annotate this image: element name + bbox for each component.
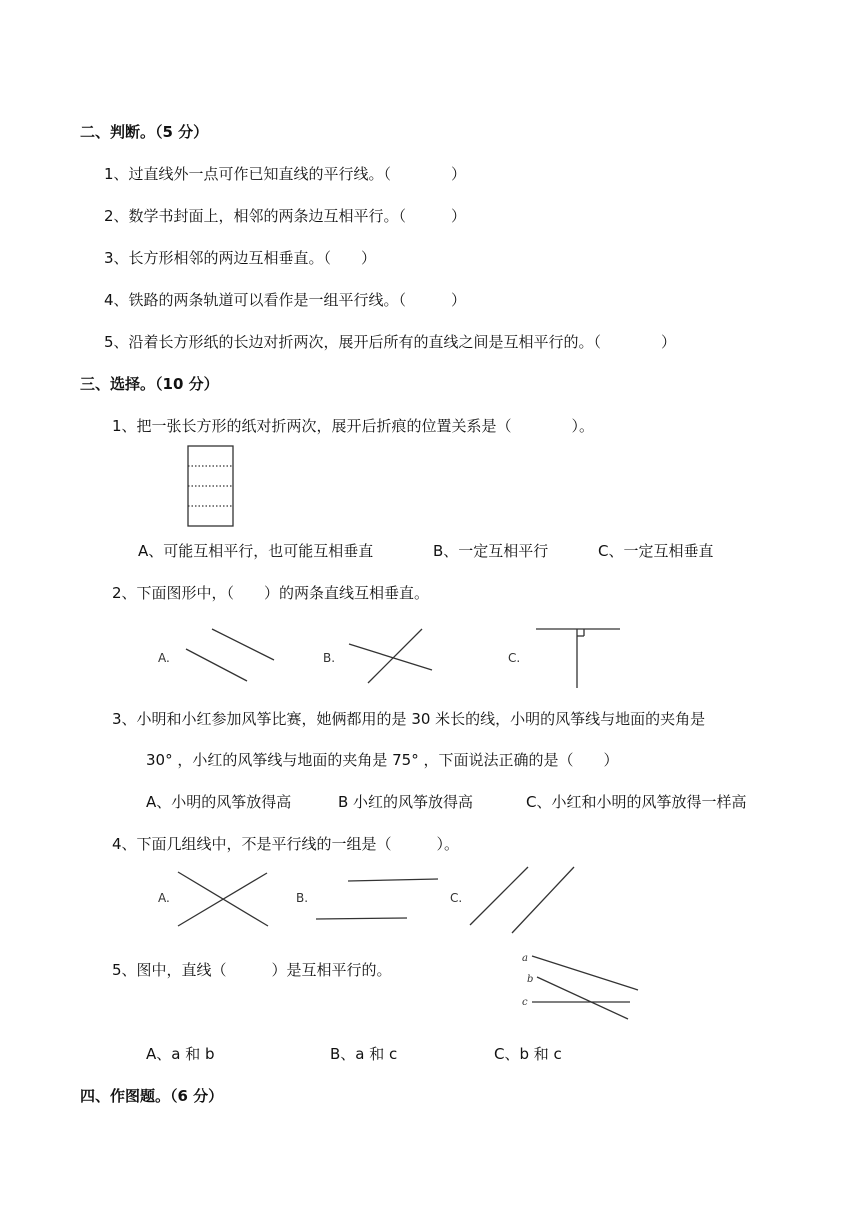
judge-item-2: 2、数学书封面上，相邻的两条边互相平行。（ ）: [104, 207, 467, 225]
q5-label-b: b: [527, 974, 534, 985]
section-2-heading: 二、判断。（5 分）: [80, 123, 209, 141]
choice-q3-line-1: 3、小明和小红参加风筝比赛，她俩都用的是 30 米长的线，小明的风筝线与地面的夹角是: [112, 710, 706, 728]
choice-q1-text: 1、把一张长方形的纸对折两次，展开后折痕的位置关系是（ ）。: [112, 417, 595, 435]
section-3-heading: 三、选择。（10 分）: [80, 375, 219, 393]
choice-q4-text: 4、下面几组线中，不是平行线的一组是（ ）。: [112, 835, 460, 853]
folded-paper-figure: [185, 443, 237, 529]
q5-option-b: B、a 和 c: [330, 1045, 398, 1063]
q2-a-line-1: [212, 629, 274, 660]
q1-option-b: B、一定互相平行: [433, 542, 549, 560]
q2-label-b: B.: [323, 651, 336, 665]
choice-q3-line-2: 30° ，小红的风筝线与地面的夹角是 75° ，下面说法正确的是（ ）: [146, 751, 619, 769]
judge-item-1: 1、过直线外一点可作已知直线的平行线。（ ）: [104, 165, 467, 183]
q5-option-a: A、a 和 b: [146, 1045, 215, 1063]
q4-label-c: C.: [450, 891, 463, 905]
q2-b-line-2: [368, 629, 422, 683]
q5-figure: [518, 946, 648, 1026]
q2-b-line-1: [349, 644, 432, 670]
section-4-heading: 四、作图题。（6 分）: [80, 1087, 224, 1105]
q2-label-c: C.: [508, 651, 521, 665]
judge-item-5: 5、沿着长方形纸的长边对折两次，展开后所有的直线之间是互相平行的。（ ）: [104, 333, 677, 351]
q1-option-c: C、一定互相垂直: [598, 542, 714, 560]
q5-label-c: c: [522, 997, 528, 1008]
q3-option-b: B 小红的风筝放得高: [338, 793, 474, 811]
q4-c-line-1: [470, 867, 528, 925]
q5-line-a: [532, 956, 638, 990]
q4-b-line-1: [348, 879, 438, 881]
q1-option-a: A、可能互相平行，也可能互相垂直: [138, 542, 374, 560]
q4-b-line-2: [316, 918, 407, 919]
q2-a-line-2: [186, 649, 247, 681]
judge-item-3: 3、长方形相邻的两边互相垂直。（ ）: [104, 249, 377, 267]
q3-option-a: A、小明的风筝放得高: [146, 793, 292, 811]
q2-figures: [150, 620, 630, 692]
q2-label-a: A.: [158, 651, 170, 665]
choice-q2-text: 2、下面图形中，（ ）的两条直线互相垂直。: [112, 584, 430, 602]
q4-label-a: A.: [158, 891, 170, 905]
judge-item-4: 4、铁路的两条轨道可以看作是一组平行线。（ ）: [104, 291, 467, 309]
q4-c-line-2: [512, 867, 574, 933]
q3-option-c: C、小红和小明的风筝放得一样高: [526, 793, 747, 811]
q5-option-c: C、b 和 c: [494, 1045, 562, 1063]
q5-line-b: [537, 977, 628, 1019]
q5-label-a: a: [522, 953, 528, 964]
choice-q5-text: 5、图中，直线（ ）是互相平行的。: [112, 961, 392, 979]
q4-label-b: B.: [296, 891, 309, 905]
q4-figures: [150, 862, 590, 940]
